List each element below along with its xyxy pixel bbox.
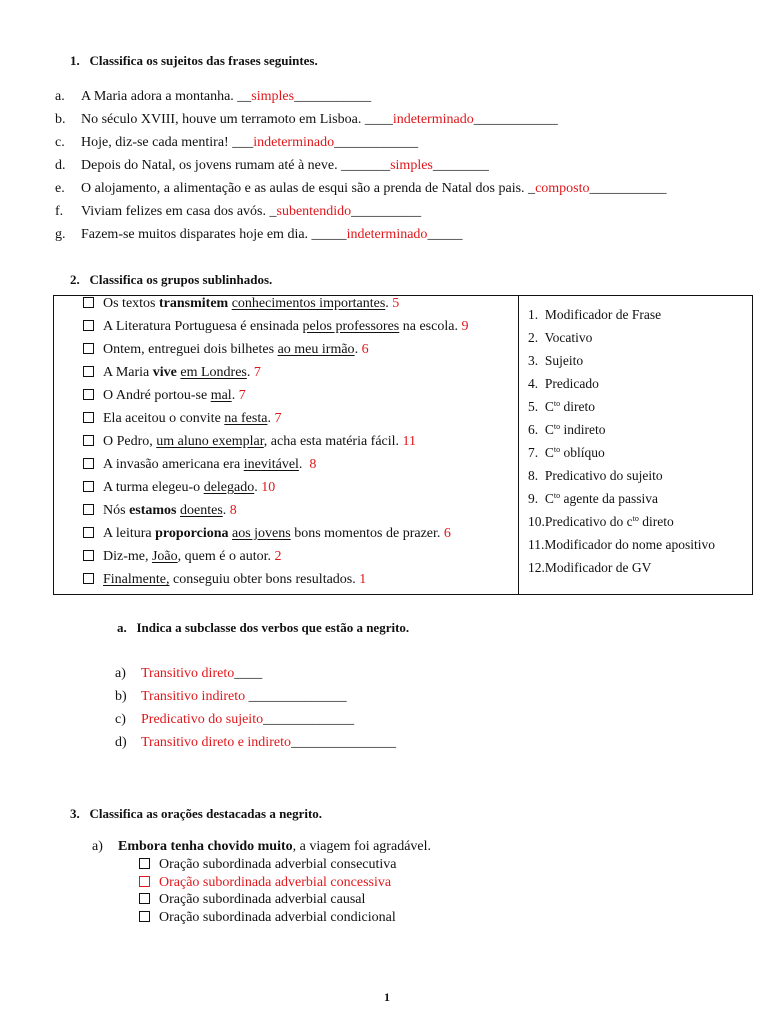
answer: 8 <box>309 457 317 472</box>
checkbox[interactable] <box>83 504 94 515</box>
checkbox[interactable] <box>83 297 94 308</box>
answer: 6 <box>443 526 451 541</box>
checkbox[interactable] <box>83 481 94 492</box>
answer: 6 <box>361 342 369 357</box>
checkbox[interactable] <box>83 343 94 354</box>
answer: simples <box>390 158 433 173</box>
answer: Transitivo indireto <box>141 689 246 704</box>
list-item: 6. $C^{to}$ indireto <box>528 422 606 437</box>
answer: Predicativo do sujeito <box>141 712 264 727</box>
answer: Transitivo direto <box>141 666 235 681</box>
answer: Transitivo direto e indireto <box>141 735 291 750</box>
list-item: 8. Predicativo do sujeito <box>528 468 663 483</box>
answer: 11 <box>402 434 417 449</box>
checkbox[interactable] <box>139 876 150 887</box>
list-item: 1. Modificador de Frase <box>528 307 662 322</box>
list-item: a. A Maria adora a montanha. __simples___________ <box>55 89 372 104</box>
answer: subentendido <box>276 204 352 219</box>
choice-item-selected[interactable]: Oração subordinada adverbial concessiva <box>139 874 391 891</box>
choice-item[interactable]: Oração subordinada adverbial consecutiva <box>139 856 397 873</box>
answer: composto <box>535 181 590 196</box>
checkbox[interactable] <box>83 366 94 377</box>
list-item: e. O alojamento, a alimentação e as aulas de esqui são a prenda de Natal dos pais. _composto___________ <box>55 181 667 196</box>
subsection-a-heading: a. Indica a subclasse dos verbos que estão a negrito. <box>117 620 410 635</box>
checkbox[interactable] <box>83 550 94 561</box>
list-item: d) Transitivo direto e indireto_______________ <box>115 735 396 750</box>
list-item: 12.Modificador de GV <box>528 560 652 575</box>
list-item: b) Transitivo indireto ______________ <box>115 689 347 704</box>
list-item: c) Predicativo do sujeito_____________ <box>115 712 355 727</box>
table-row: Finalmente, conseguiu obter bons resultados. 1 <box>83 571 366 588</box>
answer: 1 <box>359 572 367 587</box>
answer: 8 <box>229 503 237 518</box>
answer: 7 <box>253 365 261 380</box>
checkbox[interactable] <box>83 389 94 400</box>
list-item: 11.Modificador do nome apositivo <box>528 537 715 552</box>
table-row: Diz-me, João, quem é o autor. 2 <box>83 548 281 565</box>
list-item: a) Transitivo direto____ <box>115 666 263 681</box>
checkbox[interactable] <box>139 911 150 922</box>
checkbox[interactable] <box>83 412 94 423</box>
list-item: 3. Sujeito <box>528 353 584 368</box>
choice-item[interactable]: Oração subordinada adverbial causal <box>139 891 365 908</box>
checkbox[interactable] <box>83 435 94 446</box>
question: a) Embora tenha chovido muito, a viagem foi agradável. <box>92 839 432 854</box>
table-row: A Maria vive em Londres. 7 <box>83 364 261 381</box>
list-item: c. Hoje, diz-se cada mentira! ___indeterminado____________ <box>55 135 419 150</box>
table-row: Ontem, entreguei dois bilhetes ao meu irmão. 6 <box>83 341 369 358</box>
section1-heading: 1. Classifica os sujeitos das frases seguintes. <box>70 53 318 68</box>
list-item: f. Viviam felizes em casa dos avós. _subentendido__________ <box>55 204 422 219</box>
answer: indeterminado <box>253 135 335 150</box>
choice-item[interactable]: Oração subordinada adverbial condicional <box>139 909 396 926</box>
table-divider <box>518 295 519 595</box>
section3-heading: 3. Classifica as orações destacadas a negrito. <box>70 806 323 821</box>
table-row: Os textos transmitem conhecimentos importantes. 5 <box>83 295 399 312</box>
list-item: 10.Predicativo do $c^{to}$ direto <box>528 514 674 529</box>
list-item: 7. $C^{to}$ oblíquo <box>528 445 605 460</box>
list-item: 9. $C^{to}$ agente da passiva <box>528 491 658 506</box>
page-number: 1 <box>384 990 390 1004</box>
table-row: O Pedro, um aluno exemplar, acha esta matéria fácil. 11 <box>83 433 416 450</box>
checkbox[interactable] <box>83 458 94 469</box>
section2-heading: 2. Classifica os grupos sublinhados. <box>70 272 273 287</box>
answer: 7 <box>238 388 246 403</box>
list-item: 2. Vocativo <box>528 330 593 345</box>
checkbox[interactable] <box>83 573 94 584</box>
answer: simples <box>251 89 295 104</box>
answer: indeterminado <box>392 112 474 127</box>
list-item: 5. $C^{to}$ direto <box>528 399 595 414</box>
table-row: A leitura proporciona aos jovens bons momentos de prazer. 6 <box>83 525 451 542</box>
checkbox[interactable] <box>139 858 150 869</box>
table-row: A Literatura Portuguesa é ensinada pelos professores na escola. 9 <box>83 318 468 335</box>
checkbox[interactable] <box>139 893 150 904</box>
table-row: A turma elegeu-o delegado. 10 <box>83 479 275 496</box>
table-row: Ela aceitou o convite na festa. 7 <box>83 410 281 427</box>
table-row: Nós estamos doentes. 8 <box>83 502 237 519</box>
answer: 7 <box>274 411 282 426</box>
answer: 2 <box>274 549 282 564</box>
answer: 9 <box>461 319 469 334</box>
answer: 5 <box>392 296 400 311</box>
list-item: 4. Predicado <box>528 376 599 391</box>
table-row: A invasão americana era inevitável. 8 <box>83 456 316 473</box>
answer: 10 <box>261 480 276 495</box>
checkbox[interactable] <box>83 320 94 331</box>
list-item: b. No século XVIII, houve um terramoto em Lisboa. ____indeterminado____________ <box>55 112 558 127</box>
list-item: d. Depois do Natal, os jovens rumam até à neve. _______simples________ <box>55 158 489 173</box>
checkbox[interactable] <box>83 527 94 538</box>
list-item: g. Fazem-se muitos disparates hoje em dia. _____indeterminado_____ <box>55 227 463 242</box>
answer: indeterminado <box>346 227 428 242</box>
table-row: O André portou-se mal. 7 <box>83 387 246 404</box>
